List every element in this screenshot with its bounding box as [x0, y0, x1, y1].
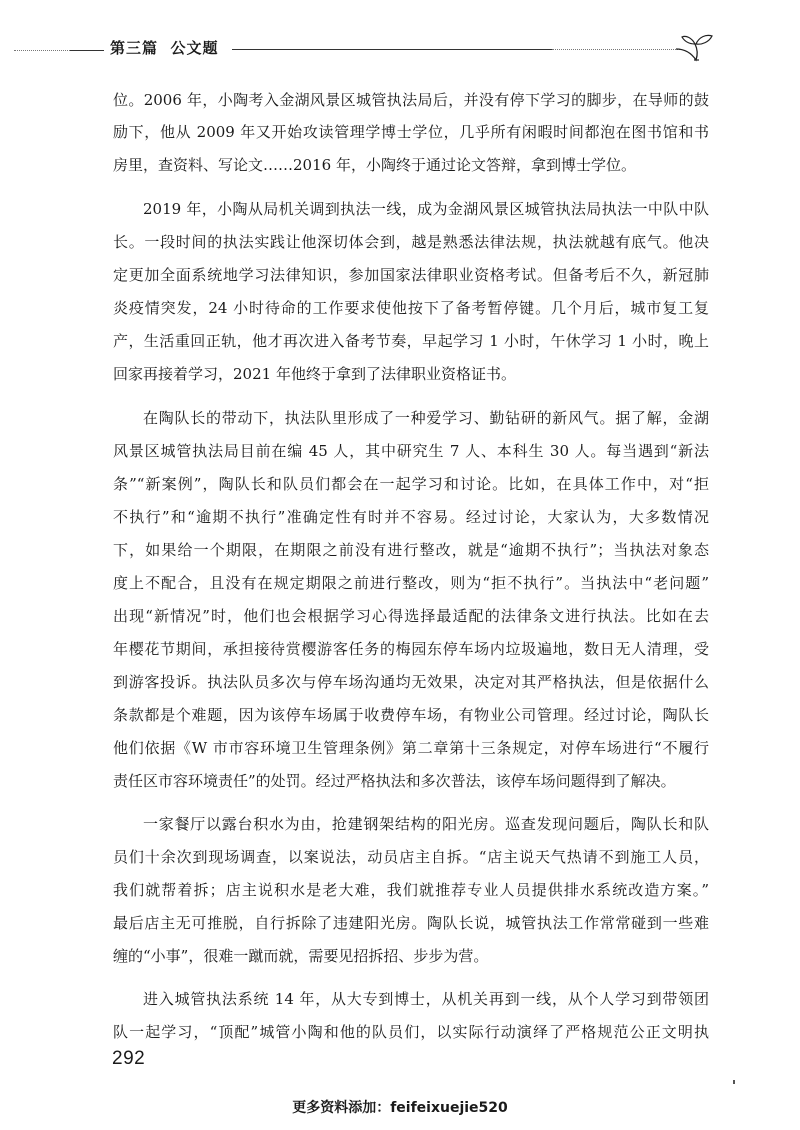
header-rule-left: [70, 50, 104, 51]
paragraph-line: 到游客投诉。执法队员多次与停车场沟通均无效果，决定对其严格执法，但是依据什么: [113, 673, 709, 691]
paragraph-line: 下，如果给一个期限，在期限之前没有进行整改，就是“逾期不执行”；当执法对象态: [113, 541, 709, 559]
paragraph-line: 度上不配合，且没有在规定期限之前进行整改，则为“拒不执行”。当执法中“老问题”: [113, 574, 709, 592]
paragraph-line: 条款都是个难题，因为该停车场属于收费停车场，有物业公司管理。经过讨论，陶队长: [113, 706, 709, 724]
paragraph-line: 产，生活重回正轨，他才再次进入备考节奏，早起学习 1 小时，午休学习 1 小时，晚上: [113, 332, 709, 350]
paragraph-line: 不执行”和“逾期不执行”准确定性有时并不容易。经过讨论，大家认为，大多数情况: [113, 508, 709, 526]
header-dotted-rule-right: [552, 49, 682, 50]
paragraph-line: 房里，查资料、写论文……2016 年，小陶终于通过论文答辩，拿到博士学位。: [113, 156, 636, 174]
paragraph-line: 风景区城管执法局目前在编 45 人，其中研究生 7 人、本科生 30 人。每当遇到“新法: [113, 442, 709, 460]
paragraph-line: 员们十余次到现场调查，以案说法，动员店主自拆。“店主说天气热请不到施工人员，: [113, 848, 709, 866]
paragraph-line: 我们就帮着拆；店主说积水是老大难，我们就推荐专业人员提供排水系统改造方案。”: [113, 881, 709, 899]
paragraph-line: 定更加全面系统地学习法律知识，参加国家法律职业资格考试。但备考后不久，新冠肺: [113, 266, 709, 284]
paragraph-line: 长。一段时间的执法实践让他深切体会到，越是熟悉法律法规，执法就越有底气。他决: [113, 233, 709, 251]
paragraph-line: 一家餐厅以露台积水为由，抢建钢架结构的阳光房。巡查发现问题后，陶队长和队: [143, 815, 709, 833]
header-chapter-title: 公文题: [170, 39, 219, 57]
header-section: 第三篇: [110, 39, 159, 57]
footer-note: 更多资料添加：feifeixuejie520: [292, 1100, 508, 1116]
paragraph-line: 炎疫情突发，24 小时待命的工作要求使他按下了备考暂停键。几个月后，城市复工复: [113, 299, 709, 317]
paragraph-line: 回家再接着学习，2021 年他终于拿到了法律职业资格证书。: [113, 365, 516, 383]
paragraph-line: 最后店主无可推脱，自行拆除了违建阳光房。陶队长说，城管执法工作常常碰到一些难: [113, 914, 709, 932]
paragraph-line: 励下，他从 2009 年又开始攻读管理学博士学位，几乎所有闲暇时间都泡在图书馆和书: [113, 123, 709, 141]
paragraph-line: 缠的“小事”，很难一蹴而就，需要见招拆招、步步为营。: [113, 947, 489, 965]
header-dotted-rule-left: [14, 50, 70, 51]
paragraph-line: 年樱花节期间，承担接待赏樱游客任务的梅园东停车场内垃圾遍地，数日无人清理，受: [113, 640, 709, 658]
paragraph-line: 条”“新案例”，陶队长和队员们都会在一起学习和讨论。比如，在具体工作中，对“拒: [113, 475, 709, 493]
paragraph-line: 2019 年，小陶从局机关调到执法一线，成为金湖风景区城管执法局执法一中队中队: [143, 200, 709, 218]
page-number: 292: [112, 1048, 146, 1069]
header-rule-right: [232, 49, 552, 50]
page-header: [0, 32, 800, 62]
paragraph-line: 队一起学习，“顶配”城管小陶和他的队员们，以实际行动演绎了严格规范公正文明执: [113, 1023, 709, 1041]
paragraph-line: 责任区市容环境责任”的处罚。经过严格执法和多次普法，该停车场问题得到了解决。: [113, 772, 676, 790]
paragraph-line: 他们依据《W 市市容环境卫生管理条例》第二章第十三条规定，对停车场进行“不履行: [113, 739, 709, 757]
paragraph-line: 位。2006 年，小陶考入金湖风景区城管执法局后，并没有停下学习的脚步，在导师的鼓: [113, 91, 709, 109]
margin-mark: [733, 1080, 735, 1084]
paragraph-line: 在陶队长的带动下，执法队里形成了一种爱学习、勤钻研的新风气。据了解，金湖: [143, 409, 709, 427]
header-title: [110, 37, 218, 58]
paragraph-line: 进入城管执法系统 14 年，从大专到博士，从机关再到一线，从个人学习到带领团: [143, 990, 709, 1008]
paragraph-line: 出现“新情况”时，他们也会根据学习心得选择最适配的法律条文进行执法。比如在去: [113, 607, 709, 625]
sprout-leaf-icon: [674, 32, 718, 62]
